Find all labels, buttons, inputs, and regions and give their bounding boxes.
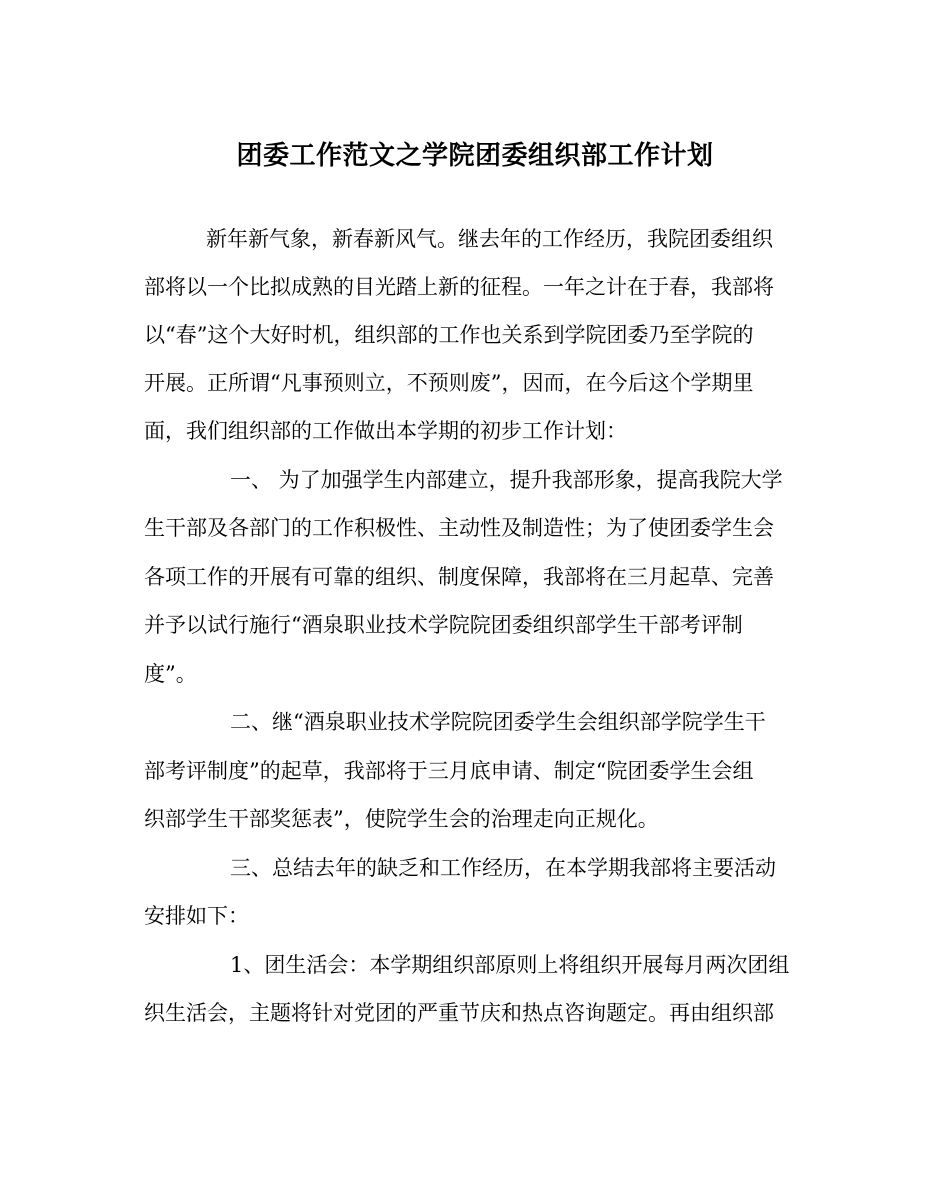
paragraph-line: 织生活会，主题将针对党团的严重节庆和热点咨询题定。再由组织部 (144, 1001, 774, 1025)
paragraph-line: 部考评制度”的起草，我部将于三月底申请、制定“院团委学生会组 (144, 759, 754, 783)
paragraph-line: 一、 为了加强学生内部建立，提升我部形象，提高我院大学 (230, 468, 783, 492)
paragraph-line: 面，我们组织部的工作做出本学期的初步工作计划： (144, 419, 627, 443)
paragraph-line: 开展。正所谓“凡事预则立，不预则废”，因而，在今后这个学期里 (144, 371, 754, 395)
paragraph-line: 以“春”这个大好时机，组织部的工作也关系到学院团委乃至学院的 (144, 323, 754, 347)
paragraph-line: 度”。 (144, 662, 197, 686)
paragraph-line: 三、总结去年的缺乏和工作经历，在本学期我部将主要活动 (230, 856, 776, 880)
paragraph-line: 各项工作的开展有可靠的组织、制度保障，我部将在三月起草、完善 (144, 565, 774, 589)
paragraph-line: 新年新气象，新春新风气。继去年的工作经历，我院团委组织 (206, 227, 773, 251)
paragraph-line: 部将以一个比拟成熟的目光踏上新的征程。一年之计在于春，我部将 (144, 275, 774, 299)
paragraph-line: 安排如下： (144, 904, 249, 928)
document-title: 团委工作范文之学院团委组织部工作计划 (236, 141, 714, 171)
paragraph-line: 二、继“酒泉职业技术学院院团委学生会组织部学院学生干 (230, 710, 766, 734)
paragraph-line: 并予以试行施行“酒泉职业技术学院院团委组织部学生干部考评制 (144, 613, 743, 637)
paragraph-line: 织部学生干部奖惩表”，使院学生会的治理走向正规化。 (144, 807, 659, 831)
paragraph-line: 1、团生活会：本学期组织部原则上将组织开展每月两次团组 (230, 953, 790, 977)
paragraph-line: 生干部及各部门的工作积极性、主动性及制造性；为了使团委学生会 (144, 516, 774, 540)
